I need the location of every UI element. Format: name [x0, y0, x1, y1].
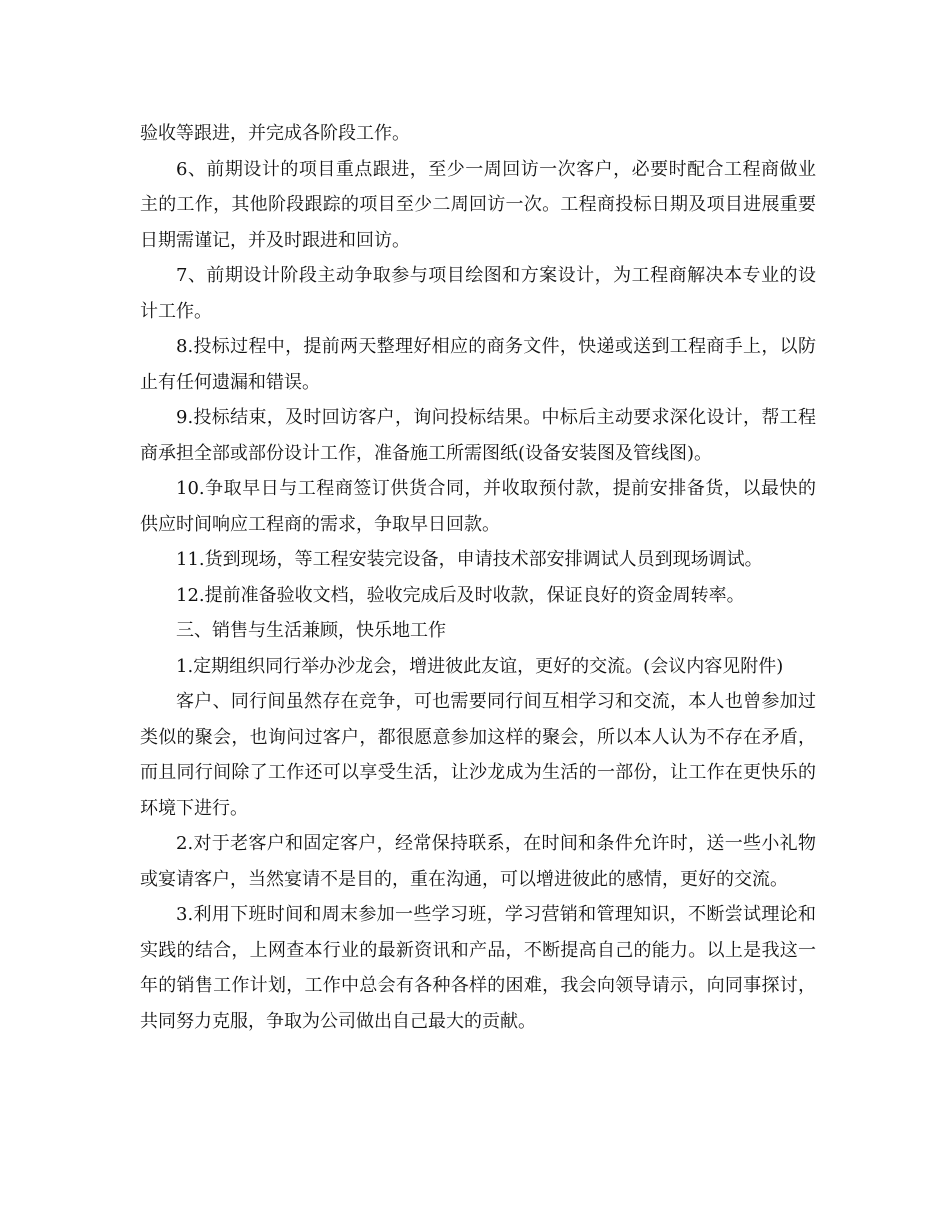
paragraph-12: 2.对于老客户和固定客户，经常保持联系，在时间和条件允许时，送一些小礼物或宴请客户，当然宴请不是目的，重在沟通，可以增进彼此的感情，更好的交流。	[140, 833, 816, 890]
paragraph-10: 1.定期组织同行举办沙龙会，增进彼此友谊，更好的交流。(会议内容见附件)	[176, 655, 784, 677]
paragraph-4: 8.投标过程中，提前两天整理好相应的商务文件，快递或送到工程商手上，以防止有任何遗漏和错误。	[140, 336, 816, 393]
document-body	[140, 116, 816, 1039]
paragraph-8: 12.提前准备验收文档，验收完成后及时收款，保证良好的资金周转率。	[176, 584, 745, 606]
paragraph-7: 11.货到现场，等工程安装完设备，申请技术部安排调试人员到现场调试。	[176, 549, 763, 570]
paragraph-2: 6、前期设计的项目重点跟进，至少一周回访一次客户，必要时配合工程商做业主的工作，其他阶段跟踪的项目至少二周回访一次。工程商投标日期及项目进展重要日期需谨记，并及时跟进和回访。	[140, 158, 816, 251]
paragraph-6: 10.争取早日与工程商签订供货合同，并收取预付款，提前安排备货，以最快的供应时间响应工程商的需求，争取早日回款。	[140, 478, 816, 535]
paragraph-1: 验收等跟进，并完成各阶段工作。	[140, 123, 410, 144]
paragraph-11: 客户、同行间虽然存在竞争，可也需要同行间互相学习和交流，本人也曾参加过类似的聚会，也询问过客户，都很愿意参加这样的聚会，所以本人认为不存在矛盾，而且同行间除了工作还可以享受生活，让沙龙成为生活的一部份，让工作在更快乐的环境下进行。	[140, 691, 816, 819]
section-heading: 三、销售与生活兼顾，快乐地工作	[176, 620, 446, 641]
paragraph-5: 9.投标结束，及时回访客户，询问投标结果。中标后主动要求深化设计，帮工程商承担全部或部份设计工作，准备施工所需图纸(设备安装图及管线图)。	[140, 407, 816, 464]
paragraph-3: 7、前期设计阶段主动争取参与项目绘图和方案设计，为工程商解决本专业的设计工作。	[140, 265, 816, 322]
paragraph-13: 3.利用下班时间和周末参加一些学习班，学习营销和管理知识，不断尝试理论和实践的结合，上网查本行业的最新资讯和产品，不断提高自己的能力。以上是我这一年的销售工作计划，工作中总会有各种各样的困难，我会向领导请示，向同事探讨，共同努力克服，争取为公司做出自己最大的贡献。	[140, 904, 816, 1032]
